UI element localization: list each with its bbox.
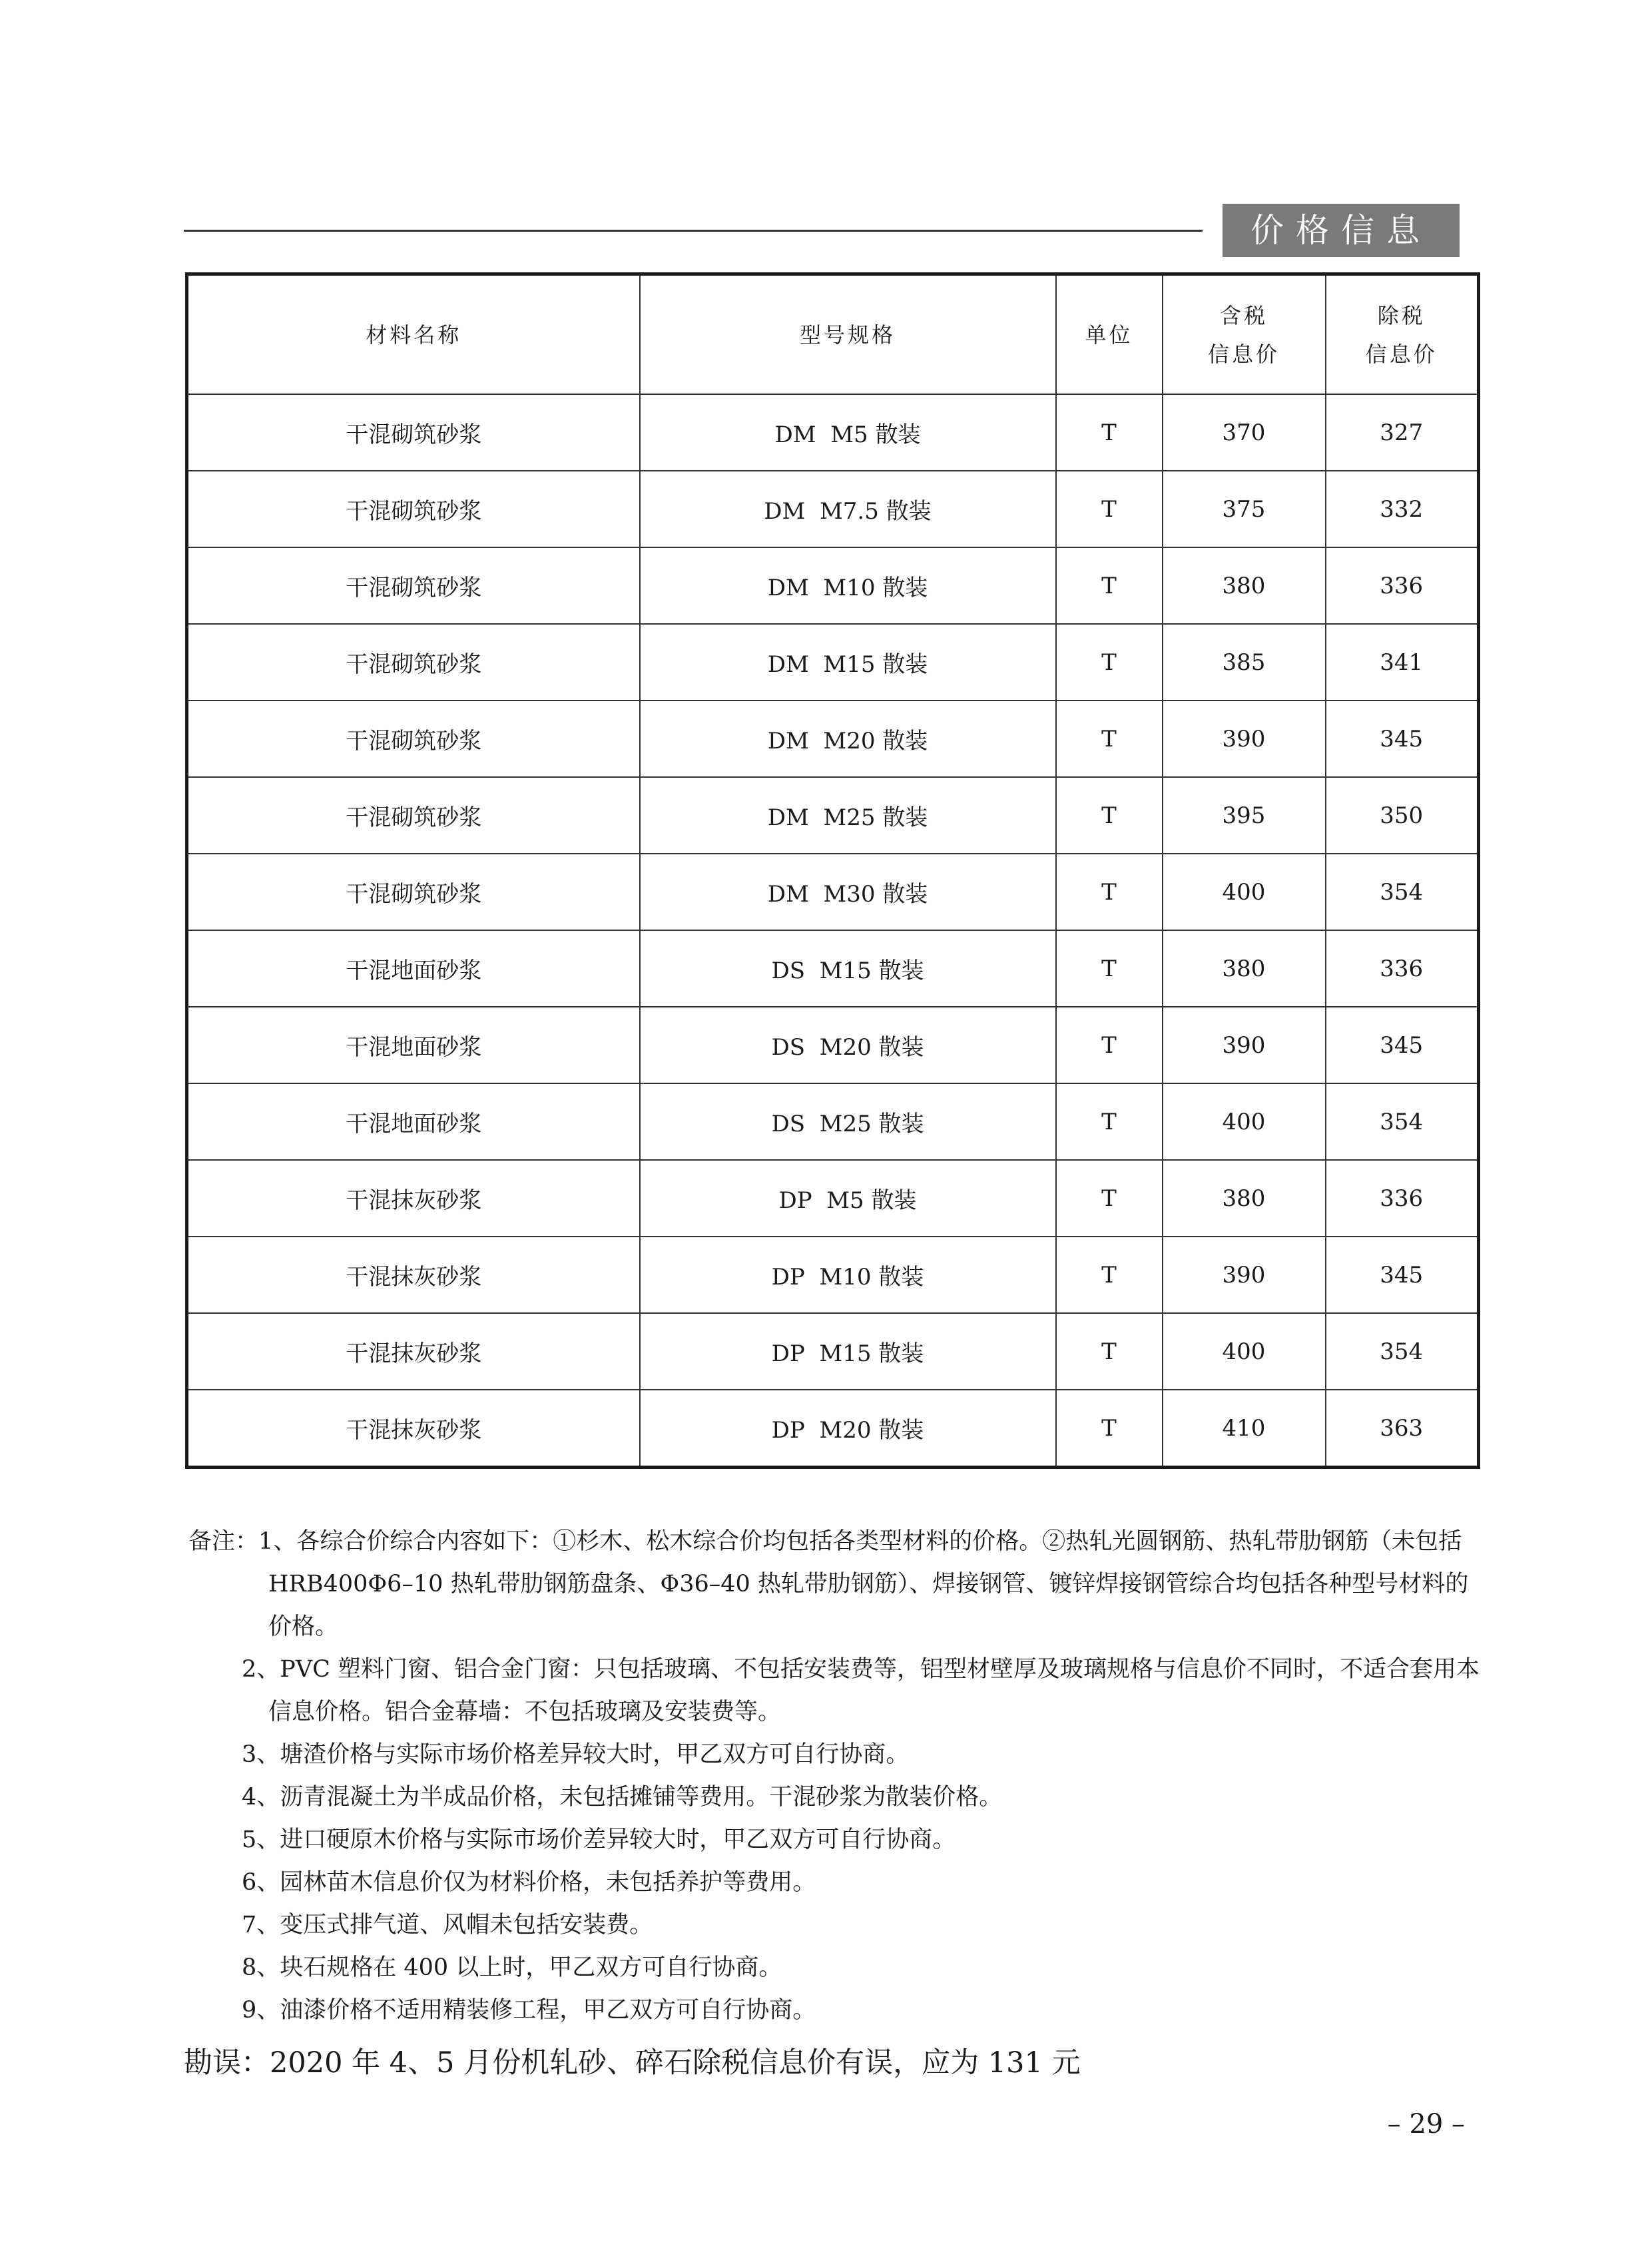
cell-price-without-tax: 336 [1326, 1160, 1479, 1237]
table-row [187, 1007, 1479, 1083]
cell-price-without-tax: 354 [1326, 854, 1479, 930]
note-item: 5、进口硬原木价格与实际市场价差异较大时，甲乙双方可自行协商。 [242, 1827, 956, 1853]
table-row [187, 394, 1479, 471]
cell-unit: T [1056, 1237, 1163, 1313]
cell-price-without-tax: 336 [1326, 547, 1479, 624]
cell-price-with-tax: 390 [1163, 1237, 1326, 1313]
cell-spec: DP M10 散装 [640, 1237, 1056, 1313]
table-row [187, 1390, 1479, 1468]
col-header-unit: 单位 [1056, 274, 1163, 395]
cell-spec: DM M7.5 散装 [640, 471, 1056, 547]
table-row [187, 1313, 1479, 1390]
cell-spec: DP M15 散装 [640, 1313, 1056, 1390]
cell-spec: DM M15 散装 [640, 624, 1056, 701]
cell-material-name: 干混砌筑砂浆 [187, 854, 640, 930]
col-header-material-name: 材料名称 [187, 274, 640, 395]
cell-material-name: 干混抹灰砂浆 [187, 1313, 640, 1390]
table-row [187, 1160, 1479, 1237]
cell-price-without-tax: 354 [1326, 1083, 1479, 1160]
cell-unit: T [1056, 624, 1163, 701]
cell-unit: T [1056, 547, 1163, 624]
cell-unit: T [1056, 394, 1163, 471]
cell-spec: DS M20 散装 [640, 1007, 1056, 1083]
cell-material-name: 干混地面砂浆 [187, 930, 640, 1007]
col-header-price-without-tax: 除税 信息价 [1326, 274, 1479, 395]
cell-material-name: 干混抹灰砂浆 [187, 1160, 640, 1237]
cell-material-name: 干混砌筑砂浆 [187, 394, 640, 471]
table-row [187, 624, 1479, 701]
cell-price-without-tax: 354 [1326, 1313, 1479, 1390]
cell-price-with-tax: 400 [1163, 1083, 1326, 1160]
cell-price-with-tax: 400 [1163, 1313, 1326, 1390]
cell-material-name: 干混砌筑砂浆 [187, 471, 640, 547]
cell-material-name: 干混抹灰砂浆 [187, 1237, 640, 1313]
note-item: 8、块石规格在 400 以上时，甲乙双方可自行协商。 [242, 1954, 782, 1981]
cell-unit: T [1056, 777, 1163, 854]
cell-price-without-tax: 345 [1326, 701, 1479, 777]
cell-price-with-tax: 410 [1163, 1390, 1326, 1468]
cell-price-with-tax: 380 [1163, 547, 1326, 624]
cell-price-with-tax: 395 [1163, 777, 1326, 854]
col-header-spec: 型号规格 [640, 274, 1056, 395]
cell-spec: DM M10 散装 [640, 547, 1056, 624]
table-row [187, 854, 1479, 930]
cell-price-with-tax: 380 [1163, 1160, 1326, 1237]
cell-unit: T [1056, 701, 1163, 777]
cell-price-with-tax: 390 [1163, 1007, 1326, 1083]
cell-unit: T [1056, 1160, 1163, 1237]
cell-spec: DM M20 散装 [640, 701, 1056, 777]
note-item: 7、变压式排气道、风帽未包括安装费。 [242, 1912, 653, 1938]
cell-material-name: 干混地面砂浆 [187, 1083, 640, 1160]
col-header-price-with-tax: 含税 信息价 [1163, 274, 1326, 395]
cell-material-name: 干混地面砂浆 [187, 1007, 640, 1083]
cell-price-without-tax: 341 [1326, 624, 1479, 701]
notes [188, 1520, 1484, 2032]
cell-spec: DS M15 散装 [640, 930, 1056, 1007]
table-row [187, 471, 1479, 547]
cell-unit: T [1056, 1313, 1163, 1390]
cell-unit: T [1056, 930, 1163, 1007]
cell-spec: DM M25 散装 [640, 777, 1056, 854]
cell-price-with-tax: 385 [1163, 624, 1326, 701]
table-row [187, 547, 1479, 624]
cell-price-without-tax: 350 [1326, 777, 1479, 854]
cell-unit: T [1056, 854, 1163, 930]
table-row [187, 930, 1479, 1007]
cell-spec: DP M5 散装 [640, 1160, 1056, 1237]
table-row [187, 1237, 1479, 1313]
note-item: 备注：1、各综合价综合内容如下：①杉木、松木综合价均包括各类型材料的价格。②热轧光圆钢筋、热轧带肋钢筋（未包括HRB400Φ6–10 热轧带肋钢筋盘条、Φ36–40 热轧带肋钢筋）、焊接钢管、镀锌焊接钢管综合均包括各种型号材料的价格。 [188, 1528, 1469, 1640]
cell-price-without-tax: 345 [1326, 1237, 1479, 1313]
note-item: 4、沥青混凝土为半成品价格，未包括摊铺等费用。干混砂浆为散装价格。 [242, 1784, 1003, 1811]
cell-price-without-tax: 327 [1326, 394, 1479, 471]
cell-price-with-tax: 370 [1163, 394, 1326, 471]
table-row [187, 701, 1479, 777]
cell-material-name: 干混抹灰砂浆 [187, 1390, 640, 1468]
cell-spec: DS M25 散装 [640, 1083, 1056, 1160]
table-header-row [187, 274, 1479, 395]
section-title: 价格信息 [1223, 204, 1460, 257]
note-item: 6、园林苗木信息价仅为材料价格，未包括养护等费用。 [242, 1869, 816, 1896]
cell-price-without-tax: 363 [1326, 1390, 1479, 1468]
cell-spec: DM M5 散装 [640, 394, 1056, 471]
cell-price-with-tax: 375 [1163, 471, 1326, 547]
cell-material-name: 干混砌筑砂浆 [187, 777, 640, 854]
cell-price-without-tax: 336 [1326, 930, 1479, 1007]
cell-spec: DM M30 散装 [640, 854, 1056, 930]
table-row [187, 777, 1479, 854]
note-item: 9、油漆价格不适用精装修工程，甲乙双方可自行协商。 [242, 1997, 816, 2024]
table-row [187, 1083, 1479, 1160]
cell-unit: T [1056, 1007, 1163, 1083]
cell-price-with-tax: 390 [1163, 701, 1326, 777]
cell-price-without-tax: 345 [1326, 1007, 1479, 1083]
cell-price-with-tax: 400 [1163, 854, 1326, 930]
cell-spec: DP M20 散装 [640, 1390, 1056, 1468]
cell-material-name: 干混砌筑砂浆 [187, 624, 640, 701]
note-item: 2、PVC 塑料门窗、铝合金门窗：只包括玻璃、不包括安装费等，铝型材壁厚及玻璃规格与信息价不同时，不适合套用本信息价格。铝合金幕墙：不包括玻璃及安装费等。 [242, 1656, 1480, 1725]
page-number: – 29 – [1387, 2109, 1465, 2139]
cell-price-without-tax: 332 [1326, 471, 1479, 547]
cell-price-with-tax: 380 [1163, 930, 1326, 1007]
cell-unit: T [1056, 1083, 1163, 1160]
cell-material-name: 干混砌筑砂浆 [187, 701, 640, 777]
cell-unit: T [1056, 1390, 1163, 1468]
cell-material-name: 干混砌筑砂浆 [187, 547, 640, 624]
header-rule [184, 230, 1203, 232]
cell-unit: T [1056, 471, 1163, 547]
price-table [185, 272, 1480, 1469]
note-item: 3、塘渣价格与实际市场价格差异较大时，甲乙双方可自行协商。 [242, 1741, 910, 1768]
erratum: 勘误：2020 年 4、5 月份机轧砂、碎石除税信息价有误，应为 131 元 [184, 2046, 1081, 2080]
